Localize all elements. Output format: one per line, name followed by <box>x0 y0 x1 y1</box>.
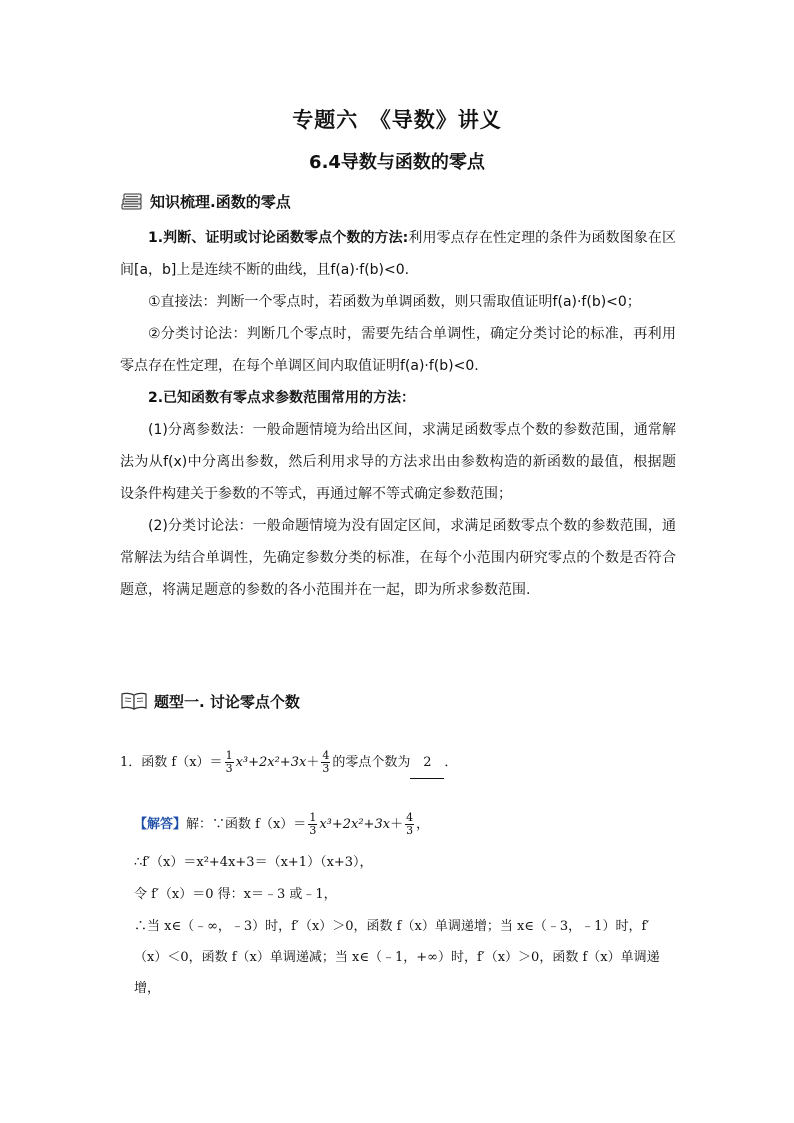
section-heading-knowledge <box>120 189 291 213</box>
fraction-denominator: 3 <box>406 824 414 837</box>
paragraph-text: 利用零点存在性定理的条件为函数图象在区间[a，b]上是连续不断的曲线，且f(a)·f(b)<0. <box>120 230 676 278</box>
paragraph-bold-lead: 1.判断、证明或讨论函数零点个数的方法: <box>148 230 409 246</box>
page-title: 专题六 《导数》讲义 <box>292 108 502 132</box>
fraction-numerator: 1 <box>309 811 317 824</box>
section-heading-label: 知识梳理.函数的零点 <box>150 192 291 211</box>
fraction-four-thirds <box>405 812 414 837</box>
section-heading-label: 题型一. 讨论零点个数 <box>154 692 300 711</box>
knowledge-paragraph-3: ②分类讨论法：判断几个零点时，需要先结合单调性，确定分类讨论的标准，再利用零点存在性定理，在每个单调区间内取值证明f(a)·f(b)<0. <box>120 326 676 374</box>
solution-line-roots: 令 f′（x）＝0 得：x＝﹣3 或﹣1， <box>134 887 337 902</box>
plus-sign: ＋ <box>306 755 320 770</box>
fraction-numerator: 1 <box>225 749 233 762</box>
fraction-numerator: 4 <box>322 749 330 762</box>
knowledge-paragraph-6: (2)分类讨论法：一般命题情境为没有固定区间，求满足函数零点个数的参数范围，通常解法为结合单调性，先确定参数分类的标准，在每个小范围内研究零点的个数是否符合题意，将满足题意的参数的各小范围并在一起，即为所求参数范围. <box>120 518 676 598</box>
solution-intro-text: 解：∵函数 f（x） <box>186 817 294 832</box>
solution-line-monotonic-3: 增， <box>134 981 161 996</box>
fraction-denominator: 3 <box>225 762 233 775</box>
fraction-denominator: 3 <box>322 762 330 775</box>
solution-intro-end: ， <box>416 817 430 832</box>
fraction-four-thirds <box>321 750 330 775</box>
solution-line-monotonic-1: ∴当 x∈（﹣∞，﹣3）时，f′（x）＞0，函数 f（x）单调递增；当 x∈（﹣3，﹣1）时，f′ <box>134 919 650 934</box>
question-prefix: 1．函数 f（x） <box>120 755 210 770</box>
knowledge-paragraph-5: (1)分离参数法：一般命题情境为给出区间，求满足函数零点个数的参数范围，通常解法为从f(x)中分离出参数，然后利用求导的方法求出由参数构造的新函数的最值，根据题设条件构建关于参数的不等式，再通过解不等式确定参数范围； <box>120 422 676 502</box>
solution-intro <box>134 812 429 837</box>
books-stack-icon <box>120 191 144 211</box>
equals-sign: ＝ <box>209 755 223 770</box>
fraction-numerator: 4 <box>406 811 414 824</box>
fraction-one-third <box>308 812 317 837</box>
solution-line-derivative: ∴f′（x）＝x²+4x+3＝（x+1）（x+3）， <box>134 855 373 870</box>
answer-blank: 2 <box>410 748 444 779</box>
equals-sign: ＝ <box>293 817 307 832</box>
section-heading-type1 <box>120 689 300 713</box>
polynomial-expression: x³+2x²+3x <box>319 817 391 832</box>
knowledge-paragraph-4: 2.已知函数有零点求参数范围常用的方法： <box>148 390 416 406</box>
polynomial-expression: x³+2x²+3x <box>235 755 307 770</box>
knowledge-paragraph-2: ①直接法：判断一个零点时，若函数为单调函数，则只需取值证明f(a)·f(b)<0； <box>148 294 641 310</box>
question-end: ． <box>444 755 458 770</box>
open-book-icon <box>120 691 148 711</box>
knowledge-paragraph-1 <box>120 222 676 286</box>
question-suffix: 的零点个数为 <box>332 755 411 770</box>
fraction-one-third <box>225 750 234 775</box>
question-1 <box>120 748 680 779</box>
solution-tag: 【解答】 <box>134 817 187 832</box>
plus-sign: ＋ <box>390 817 404 832</box>
fraction-denominator: 3 <box>309 824 317 837</box>
solution-line-monotonic-2: （x）＜0，函数 f（x）单调递减；当 x∈（﹣1，+∞）时，f′（x）＞0，函数 f（x）单调递 <box>134 950 660 965</box>
page-subtitle: 6.4导数与函数的零点 <box>309 152 485 173</box>
